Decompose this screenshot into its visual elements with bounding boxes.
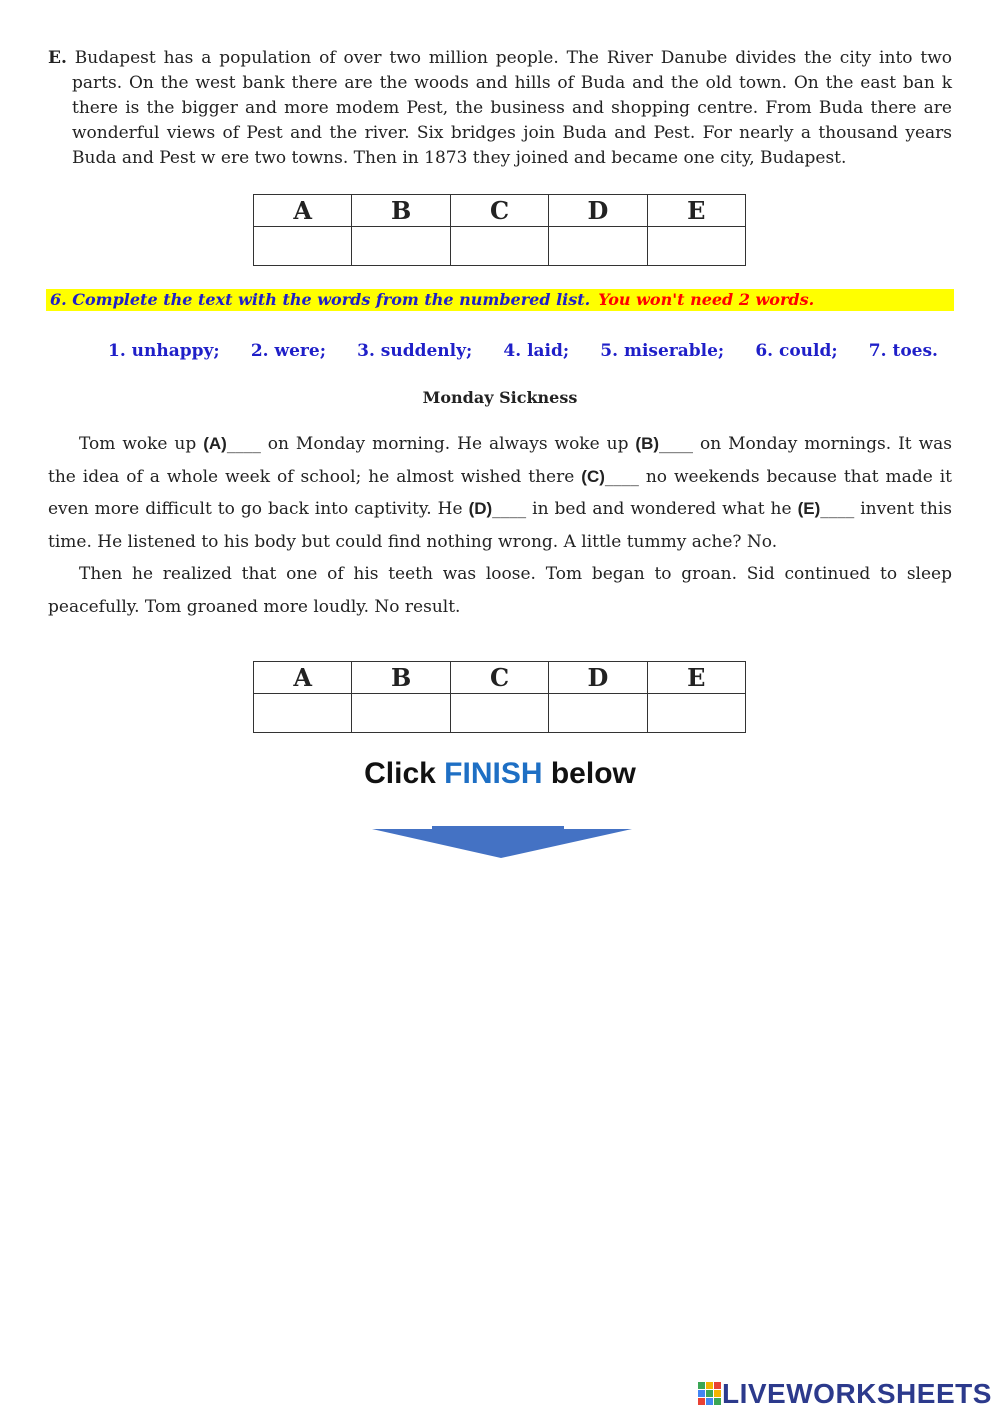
gap-marker-a: (A) bbox=[203, 434, 227, 453]
instruction-text: 6. Complete the text with the words from the numbered list. bbox=[50, 290, 591, 309]
story-paragraph-2: Then he realized that one of his teeth was loose. Tom began to groan. Sid continued to sleep peacefully. Tom groaned more loudly. No result. bbox=[48, 564, 952, 617]
word-item: 1. unhappy; bbox=[108, 341, 220, 361]
story-fragment: Tom woke up bbox=[79, 434, 204, 454]
table-header-row bbox=[254, 662, 746, 694]
logo-text: LIVEWORKSHEETS bbox=[722, 1378, 992, 1409]
header-d: D bbox=[549, 195, 647, 227]
task-6-instruction bbox=[46, 289, 954, 311]
word-item: 4. laid; bbox=[503, 341, 570, 361]
answer-cell-a[interactable] bbox=[254, 694, 352, 733]
story-fragment: ____ in bed and wondered what he bbox=[492, 499, 798, 519]
header-c: C bbox=[450, 195, 548, 227]
header-d: D bbox=[549, 662, 647, 694]
word-list bbox=[108, 341, 938, 361]
paragraph-text: Budapest has a population of over two million people. The River Danube divides the city into two parts. On the west bank there are the woods and hills of Buda and the old town. On the east ban k there is the bigger and more modem Pest, the business and shopping centre. From Buda there are wonderful views of Pest and the river. Six bridges join Buda and Pest. For nearly a thousand years Buda and Pest w ere two towns. Then in 1873 they joined and became one city, Budapest. bbox=[72, 48, 952, 168]
click-finish-prompt bbox=[0, 757, 1000, 791]
gap-marker-e: (E) bbox=[797, 499, 821, 518]
story-title: Monday Sickness bbox=[422, 388, 578, 407]
paragraph-label: E. bbox=[48, 48, 67, 68]
answer-table-2 bbox=[253, 661, 746, 733]
reading-paragraph-e bbox=[48, 46, 952, 171]
answer-cell-e[interactable] bbox=[647, 227, 745, 266]
header-a: A bbox=[254, 195, 352, 227]
story-fragment: ____ on Monday morning. He always woke up bbox=[226, 434, 636, 454]
header-b: B bbox=[352, 195, 450, 227]
cta-finish: FINISH bbox=[444, 757, 543, 790]
word-item: 5. miserable; bbox=[600, 341, 725, 361]
logo-grid-icon bbox=[698, 1382, 722, 1406]
header-b: B bbox=[352, 662, 450, 694]
answer-row bbox=[254, 694, 746, 733]
liveworksheets-logo bbox=[698, 1380, 992, 1408]
instruction-note: You won't need 2 words. bbox=[598, 290, 815, 309]
down-arrow-icon bbox=[370, 826, 634, 860]
story-text bbox=[48, 428, 952, 623]
word-item: 7. toes. bbox=[868, 341, 938, 361]
cta-click: Click bbox=[364, 757, 436, 790]
word-item: 6. could; bbox=[755, 341, 838, 361]
gap-marker-d: (D) bbox=[468, 499, 493, 518]
header-c: C bbox=[450, 662, 548, 694]
cta-below: below bbox=[550, 757, 636, 790]
story-fragment: ____ invent this time. He listened to his body but could find nothing wrong. A little tummy ache? No. bbox=[48, 499, 952, 552]
answer-cell-b[interactable] bbox=[352, 227, 450, 266]
answer-cell-b[interactable] bbox=[352, 694, 450, 733]
answer-cell-d[interactable] bbox=[549, 694, 647, 733]
story-paragraph-1 bbox=[48, 428, 952, 558]
word-item: 2. were; bbox=[250, 341, 326, 361]
answer-row bbox=[254, 227, 746, 266]
answer-cell-e[interactable] bbox=[647, 694, 745, 733]
answer-cell-a[interactable] bbox=[254, 227, 352, 266]
answer-cell-c[interactable] bbox=[450, 694, 548, 733]
header-e: E bbox=[647, 195, 745, 227]
header-e: E bbox=[647, 662, 745, 694]
gap-marker-b: (B) bbox=[635, 434, 660, 453]
word-item: 3. suddenly; bbox=[357, 341, 473, 361]
table-header-row bbox=[254, 195, 746, 227]
header-a: A bbox=[254, 662, 352, 694]
story-fragment: ____ on Monday mornings. It was the idea of a whole week of school; he almost wished there bbox=[48, 434, 952, 487]
answer-cell-c[interactable] bbox=[450, 227, 548, 266]
answer-table-1 bbox=[253, 194, 746, 266]
gap-marker-c: (C) bbox=[581, 466, 605, 486]
story-fragment: ____ no weekends because that made it even more difficult to go back into captivity. He bbox=[48, 466, 952, 519]
answer-cell-d[interactable] bbox=[549, 227, 647, 266]
